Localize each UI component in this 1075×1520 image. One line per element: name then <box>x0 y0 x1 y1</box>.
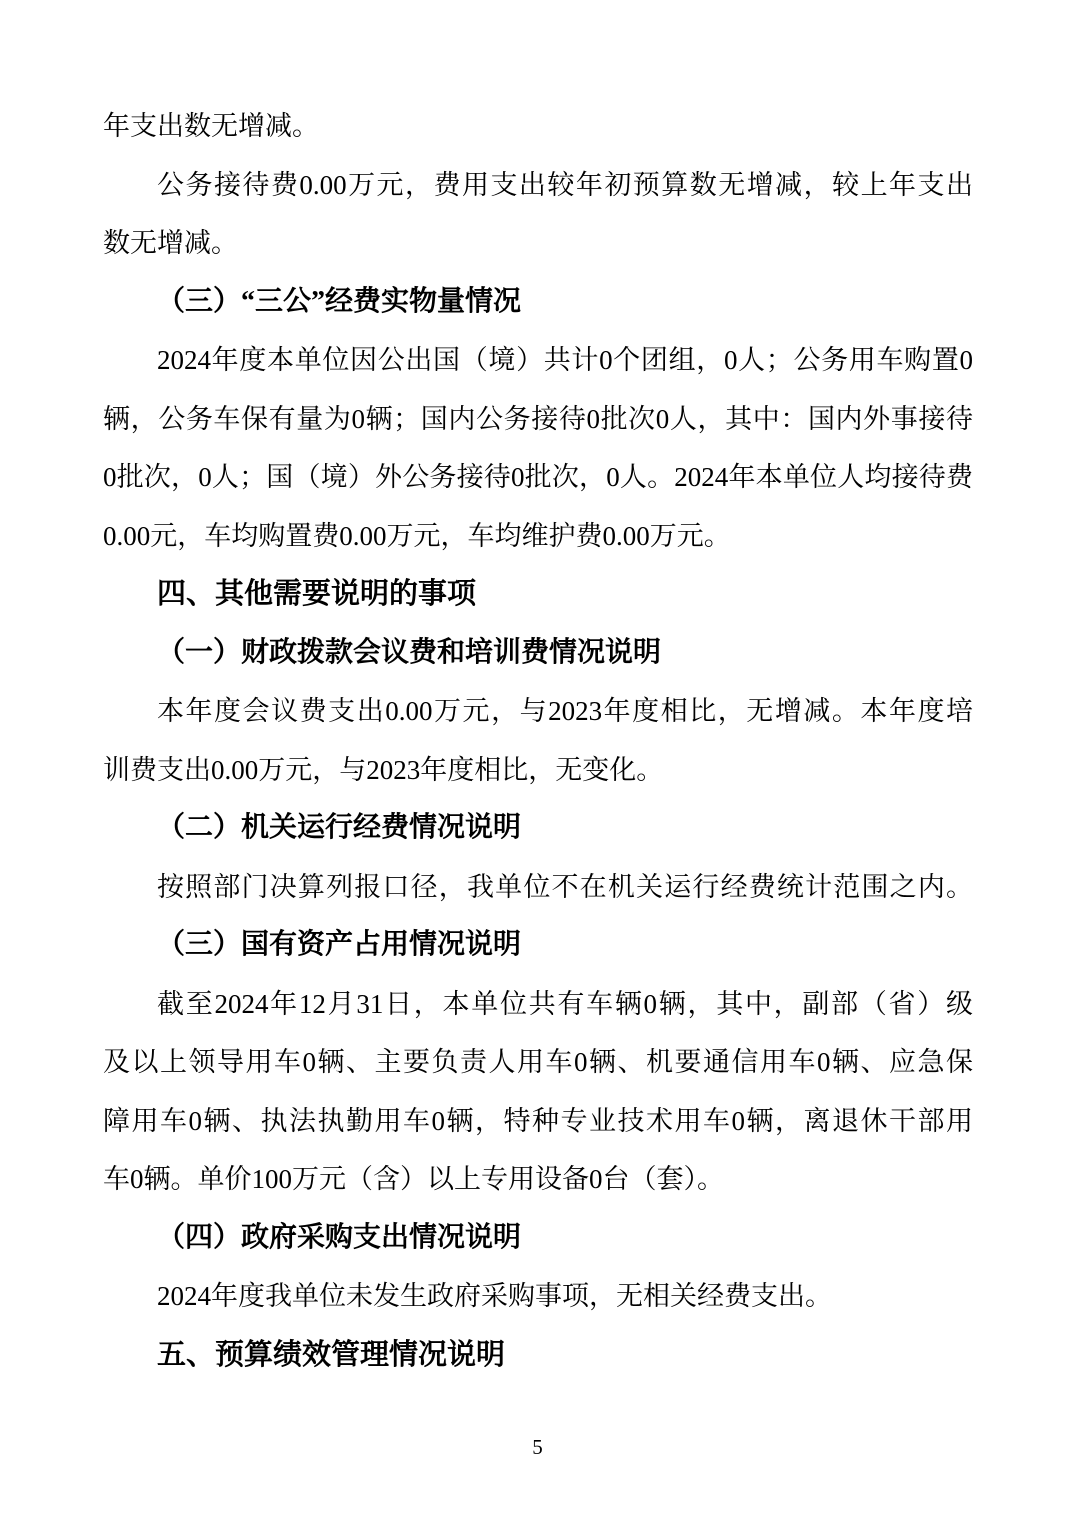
heading-budget-performance: 五、预算绩效管理情况说明 <box>157 1338 506 1371</box>
body-line: 训费支出0.00万元，与2023年度相比，无变化。 <box>103 754 664 785</box>
body-line: 公务接待费0.00万元，费用支出较年初预算数无增减，较上年支出 <box>157 169 973 200</box>
body-line: 2024年度我单位未发生政府采购事项，无相关经费支出。 <box>157 1281 832 1311</box>
body-line: 本年度会议费支出0.00万元，与2023年度相比，无增减。本年度培 <box>157 696 973 726</box>
body-line: 数无增减。 <box>103 228 238 258</box>
body-line: 及以上领导用车0辆、主要负责人用车0辆、机要通信用车0辆、应急保 <box>103 1047 973 1077</box>
body-line: 障用车0辆、执法执勤用车0辆，特种专业技术用车0辆，离退休干部用 <box>103 1105 973 1136</box>
body-line: 0批次，0人；国（境）外公务接待0批次，0人。2024年本单位人均接待费 <box>103 462 973 492</box>
body-line: 车0辆。单价100万元（含）以上专用设备0台（套）。 <box>103 1164 724 1194</box>
heading-government-procurement: （四）政府采购支出情况说明 <box>157 1221 522 1253</box>
body-line: 2024年度本单位因公出国（境）共计0个团组，0人；公务用车购置0 <box>157 345 973 375</box>
document-body <box>103 97 973 1384</box>
body-line: 截至2024年12月31日，本单位共有车辆0辆，其中，副部（省）级 <box>157 988 973 1019</box>
heading-three-public-physical-quantity: （三）“三公”经费实物量情况 <box>157 285 522 317</box>
page-number: 5 <box>532 1435 543 1459</box>
body-line: 按照部门决算列报口径，我单位不在机关运行经费统计范围之内。 <box>157 871 973 902</box>
heading-other-matters: 四、其他需要说明的事项 <box>157 578 477 610</box>
body-line: 0.00元，车均购置费0.00万元，车均维护费0.00万元。 <box>103 520 731 551</box>
heading-agency-operating-funds: （二）机关运行经费情况说明 <box>157 812 522 843</box>
body-line: 辆，公务车保有量为0辆；国内公务接待0批次0人，其中：国内外事接待 <box>103 403 973 434</box>
heading-state-owned-assets: （三）国有资产占用情况说明 <box>157 929 522 960</box>
heading-meeting-and-training-fees: （一）财政拨款会议费和培训费情况说明 <box>157 636 662 668</box>
body-line: 年支出数无增减。 <box>103 111 319 141</box>
